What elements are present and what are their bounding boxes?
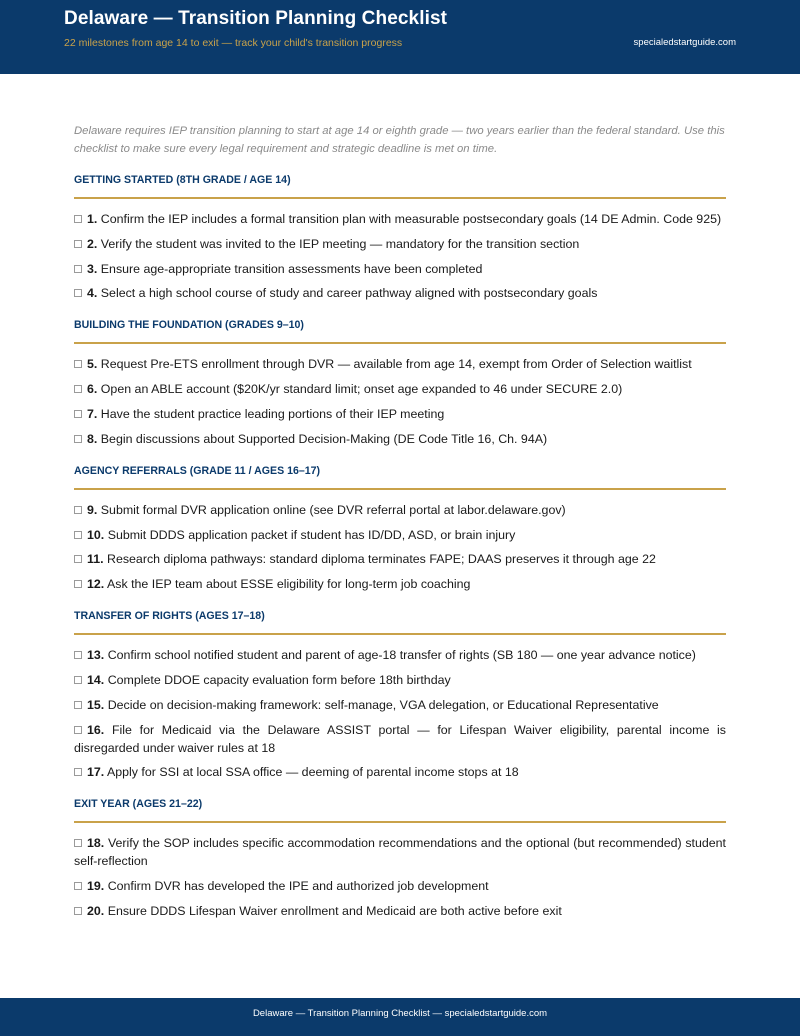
checklist-item [74, 501, 726, 519]
checkbox[interactable] [74, 768, 82, 776]
item-text: Verify the SOP includes specific accommodation recommendations and the optional (but recommended) student self-reflection [74, 836, 726, 869]
checklist-item [74, 834, 726, 870]
item-number: 20. [87, 903, 105, 918]
checklist-item [74, 902, 726, 920]
item-number: 9. [87, 502, 98, 517]
item-number: 11. [87, 552, 104, 567]
item-text: Research diploma pathways: standard diploma terminates FAPE; DAAS preserves it through age 22 [107, 552, 656, 567]
checklist-item [74, 430, 726, 448]
checklist-content [74, 122, 726, 937]
section-heading: BUILDING THE FOUNDATION (GRADES 9–10) [74, 319, 726, 344]
checkbox[interactable] [74, 555, 82, 563]
item-text: Ensure age-appropriate transition assessments have been completed [100, 261, 483, 276]
item-text: Decide on decision-making framework: self-manage, VGA delegation, or Educational Representative [107, 697, 659, 712]
checkbox[interactable] [74, 676, 82, 684]
header-url: specialedstartguide.com [633, 37, 736, 48]
checklist-item [74, 575, 726, 593]
checkbox[interactable] [74, 410, 82, 418]
item-text: Apply for SSI at local SSA office — deeming of parental income stops at 18 [107, 765, 519, 780]
checklist-item [74, 763, 726, 781]
checkbox[interactable] [74, 240, 82, 248]
checkbox[interactable] [74, 360, 82, 368]
item-text: Request Pre-ETS enrollment through DVR — available from age 14, exempt from Order of Selection waitlist [100, 357, 692, 372]
checkbox[interactable] [74, 580, 82, 588]
section-heading: TRANSFER OF RIGHTS (AGES 17–18) [74, 610, 726, 635]
item-number: 6. [87, 382, 98, 397]
checklist-item [74, 877, 726, 895]
section-heading: GETTING STARTED (8TH GRADE / AGE 14) [74, 174, 726, 199]
checklist-item [74, 210, 726, 228]
item-number: 1. [87, 212, 98, 226]
checkbox[interactable] [74, 726, 82, 734]
checklist-item [74, 380, 726, 398]
checklist-section [74, 610, 726, 781]
item-text: Select a high school course of study and career pathway aligned with postsecondary goals [100, 286, 598, 301]
checkbox[interactable] [74, 506, 82, 514]
item-number: 13. [87, 648, 105, 663]
item-number: 12. [87, 577, 105, 592]
checklist-item [74, 721, 726, 757]
item-number: 8. [87, 431, 98, 446]
section-heading: EXIT YEAR (AGES 21–22) [74, 798, 726, 823]
item-number: 2. [87, 236, 98, 251]
checklist-item [74, 550, 726, 568]
item-text: Confirm school notified student and parent of age-18 transfer of rights (SB 180 — one year advance notice) [107, 648, 696, 663]
item-number: 14. [87, 672, 105, 687]
checkbox[interactable] [74, 289, 82, 297]
item-text: Confirm DVR has developed the IPE and authorized job development [107, 879, 489, 894]
checklist-item [74, 696, 726, 714]
checkbox[interactable] [74, 385, 82, 393]
item-number: 5. [87, 357, 98, 372]
checklist-item [74, 355, 726, 373]
checkbox[interactable] [74, 701, 82, 709]
item-number: 17. [87, 765, 105, 780]
item-text: Begin discussions about Supported Decision-Making (DE Code Title 16, Ch. 94A) [100, 431, 548, 446]
checkbox[interactable] [74, 839, 82, 847]
checklist-section [74, 174, 726, 302]
item-text: Verify the student was invited to the IEP meeting — mandatory for the transition section [100, 236, 580, 251]
checklist-item [74, 405, 726, 423]
checkbox[interactable] [74, 265, 82, 273]
item-text: Ask the IEP team about ESSE eligibility for long-term job coaching [107, 577, 471, 592]
checklist-item [74, 284, 726, 302]
item-number: 3. [87, 261, 98, 276]
item-number: 7. [87, 406, 98, 421]
checklist-item [74, 646, 726, 664]
intro-text: Delaware requires IEP transition planning to start at age 14 or eighth grade — two years earlier than the federal standard. Use this checklist to make sure every legal requirement and strategic deadline is met on time. [74, 125, 725, 155]
checkbox[interactable] [74, 435, 82, 443]
checklist-sections [74, 174, 726, 920]
page-title: Delaware — Transition Planning Checklist [64, 8, 448, 29]
checklist-item [74, 260, 726, 278]
checklist-item [74, 526, 726, 544]
item-number: 4. [87, 286, 98, 301]
item-text: File for Medicaid via the Delaware ASSIST portal — for Lifespan Waiver eligibility, parental income is disregarded under waiver rules at 18 [74, 722, 726, 755]
item-text: Open an ABLE account ($20K/yr standard limit; onset age expanded to 46 under SECURE 2.0) [100, 382, 623, 397]
page-subtitle: 22 milestones from age 14 to exit — track your child's transition progress [64, 37, 403, 49]
checkbox[interactable] [74, 882, 82, 890]
item-number: 15. [87, 697, 105, 712]
checkbox[interactable] [74, 651, 82, 659]
checklist-section [74, 319, 726, 447]
item-number: 18. [87, 836, 105, 851]
checklist-section [74, 798, 726, 920]
item-text: Confirm the IEP includes a formal transition plan with measurable postsecondary goals (14 DE Admin. Code 925) [100, 212, 722, 226]
page-footer: Delaware — Transition Planning Checklist — specialedstartguide.com [0, 998, 800, 1036]
checklist-item [74, 671, 726, 689]
checklist-section [74, 465, 726, 593]
item-number: 16. [87, 722, 105, 737]
section-heading: AGENCY REFERRALS (GRADE 11 / AGES 16–17) [74, 465, 726, 490]
item-text: Submit DDDS application packet if student has ID/DD, ASD, or brain injury [107, 527, 516, 542]
page-header [0, 0, 800, 74]
checklist-item [74, 235, 726, 253]
item-number: 10. [87, 527, 105, 542]
item-number: 19. [87, 879, 105, 894]
checkbox[interactable] [74, 907, 82, 915]
item-text: Complete DDOE capacity evaluation form before 18th birthday [107, 672, 451, 687]
item-text: Submit formal DVR application online (see DVR referral portal at labor.delaware.gov) [100, 502, 566, 517]
checkbox[interactable] [74, 531, 82, 539]
item-text: Ensure DDDS Lifespan Waiver enrollment and Medicaid are both active before exit [107, 903, 562, 918]
checkbox[interactable] [74, 215, 82, 223]
item-text: Have the student practice leading portions of their IEP meeting [100, 406, 445, 421]
